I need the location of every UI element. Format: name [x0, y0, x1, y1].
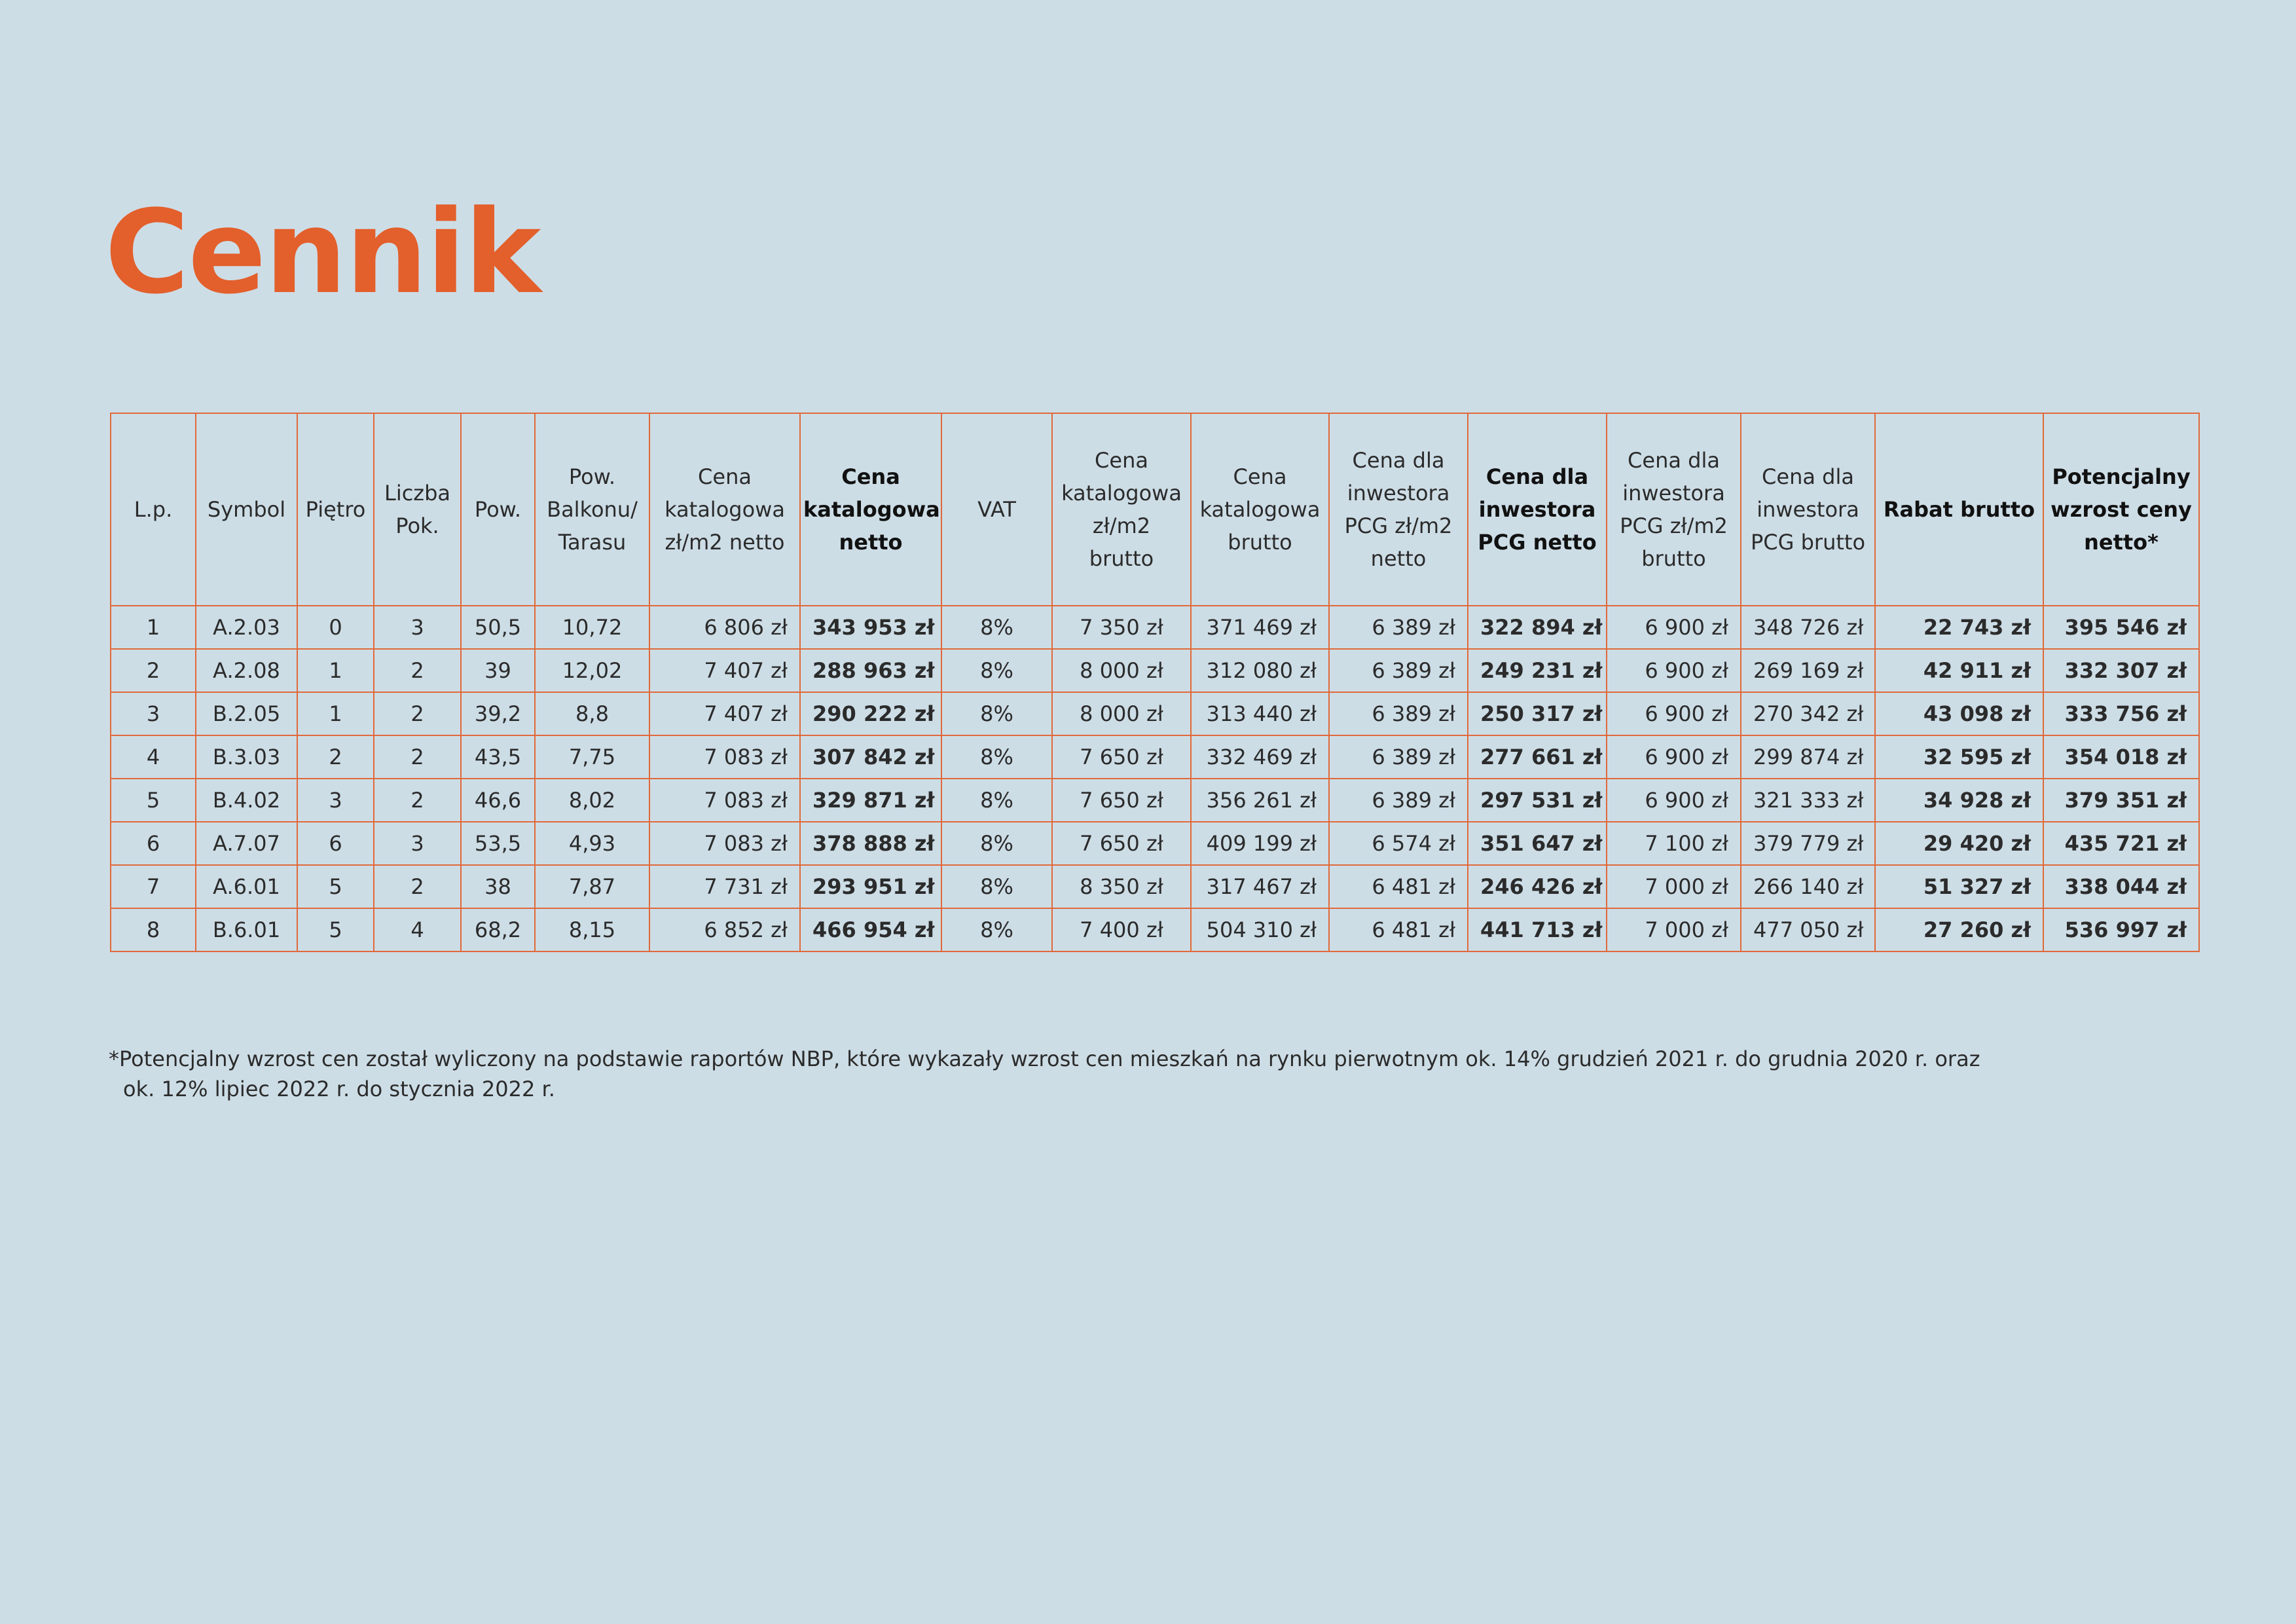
- table-cell-lp: 7: [111, 865, 196, 908]
- table-cell-liczba-pok: 2: [374, 692, 461, 735]
- table-cell-liczba-pok: 2: [374, 779, 461, 822]
- table-cell-cena-inw-m2-brutto: 6 900 zł: [1607, 779, 1741, 822]
- column-header-text: inwestora: [1757, 497, 1859, 522]
- table-cell-rabat-brutto: 29 420 zł: [1875, 822, 2043, 865]
- table-cell-cena-kat-netto: 307 842 zł: [800, 735, 941, 779]
- table-cell-wzrost-ceny: 338 044 zł: [2043, 865, 2199, 908]
- column-header-text: VAT: [977, 497, 1016, 522]
- table-cell-wzrost-ceny: 395 546 zł: [2043, 606, 2199, 649]
- table-cell-cena-inw-m2-brutto: 6 900 zł: [1607, 735, 1741, 779]
- table-cell-cena-inw-brutto: 477 050 zł: [1741, 908, 1875, 951]
- table-cell-liczba-pok: 2: [374, 735, 461, 779]
- column-header-liczba-pok: [374, 413, 461, 606]
- table-row: [111, 692, 2199, 735]
- table-cell-rabat-brutto: 51 327 zł: [1875, 865, 2043, 908]
- table-row: [111, 865, 2199, 908]
- table-cell-pow-balkonu: 7,87: [535, 865, 649, 908]
- column-header-text: zł/m2: [1092, 513, 1151, 538]
- column-header-text: katalogowa: [665, 497, 785, 522]
- column-header-cena-inw-m2-brutto: [1607, 413, 1741, 606]
- column-header-cena-kat-m2-netto: [649, 413, 800, 606]
- column-header-text: PCG zł/m2: [1344, 513, 1453, 538]
- column-header-pietro: [297, 413, 374, 606]
- column-header-text: brutto: [1641, 546, 1706, 571]
- table-cell-wzrost-ceny: 333 756 zł: [2043, 692, 2199, 735]
- table-cell-cena-inw-m2-netto: 6 481 zł: [1329, 908, 1468, 951]
- column-header-pow: [461, 413, 535, 606]
- table-cell-vat: 8%: [941, 692, 1052, 735]
- column-header-text: Cena: [841, 464, 900, 489]
- table-cell-cena-kat-m2-brutto: 7 400 zł: [1052, 908, 1191, 951]
- column-header-text: Liczba: [384, 481, 451, 506]
- table-cell-cena-inw-m2-netto: 6 389 zł: [1329, 779, 1468, 822]
- table-cell-pietro: 1: [297, 692, 374, 735]
- column-header-cena-kat-netto: [800, 413, 941, 606]
- table-cell-cena-inw-m2-netto: 6 389 zł: [1329, 649, 1468, 692]
- table-cell-wzrost-ceny: 332 307 zł: [2043, 649, 2199, 692]
- column-header-text: brutto: [1089, 546, 1154, 571]
- table-cell-lp: 1: [111, 606, 196, 649]
- table-cell-cena-kat-m2-netto: 6 806 zł: [649, 606, 800, 649]
- table-cell-cena-inw-m2-netto: 6 574 zł: [1329, 822, 1468, 865]
- footnote: [109, 1044, 2217, 1104]
- table-cell-vat: 8%: [941, 822, 1052, 865]
- table-cell-cena-inw-m2-brutto: 6 900 zł: [1607, 692, 1741, 735]
- table-cell-pietro: 0: [297, 606, 374, 649]
- table-cell-cena-inw-m2-brutto: 7 100 zł: [1607, 822, 1741, 865]
- table-cell-cena-inw-m2-brutto: 7 000 zł: [1607, 865, 1741, 908]
- table-cell-cena-inw-brutto: 379 779 zł: [1741, 822, 1875, 865]
- table-cell-wzrost-ceny: 354 018 zł: [2043, 735, 2199, 779]
- table-cell-cena-kat-netto: 288 963 zł: [800, 649, 941, 692]
- table-cell-cena-inw-netto: 351 647 zł: [1468, 822, 1607, 865]
- table-cell-vat: 8%: [941, 606, 1052, 649]
- column-header-text: Cena dla: [1485, 464, 1589, 489]
- table-cell-pow: 46,6: [461, 779, 535, 822]
- column-header-text: Tarasu: [558, 530, 627, 555]
- table-cell-pow: 39,2: [461, 692, 535, 735]
- table-cell-lp: 3: [111, 692, 196, 735]
- column-header-text: Cena dla: [1628, 448, 1720, 473]
- table-cell-rabat-brutto: 22 743 zł: [1875, 606, 2043, 649]
- table-cell-cena-kat-m2-brutto: 7 650 zł: [1052, 735, 1191, 779]
- column-header-text: Pow.: [568, 464, 616, 489]
- table-cell-lp: 4: [111, 735, 196, 779]
- column-header-cena-inw-m2-netto: [1329, 413, 1468, 606]
- table-cell-rabat-brutto: 32 595 zł: [1875, 735, 2043, 779]
- table-body: [111, 606, 2199, 951]
- column-header-text: PCG brutto: [1750, 530, 1866, 555]
- table-cell-cena-kat-brutto: 356 261 zł: [1191, 779, 1329, 822]
- column-header-text: L.p.: [134, 497, 173, 522]
- column-header-cena-inw-brutto: [1741, 413, 1875, 606]
- table-cell-liczba-pok: 3: [374, 606, 461, 649]
- table-cell-pietro: 6: [297, 822, 374, 865]
- table-cell-cena-kat-brutto: 312 080 zł: [1191, 649, 1329, 692]
- column-header-lp: [111, 413, 196, 606]
- column-header-text: Cena: [1233, 464, 1287, 489]
- table-cell-cena-kat-m2-netto: 7 731 zł: [649, 865, 800, 908]
- table-cell-cena-kat-brutto: 313 440 zł: [1191, 692, 1329, 735]
- table-cell-rabat-brutto: 27 260 zł: [1875, 908, 2043, 951]
- table-cell-pow-balkonu: 8,8: [535, 692, 649, 735]
- column-header-text: netto*: [2084, 530, 2159, 555]
- price-table: [110, 413, 2200, 952]
- table-row: [111, 908, 2199, 951]
- table-cell-wzrost-ceny: 379 351 zł: [2043, 779, 2199, 822]
- column-header-symbol: [196, 413, 297, 606]
- table-cell-wzrost-ceny: 435 721 zł: [2043, 822, 2199, 865]
- column-header-text: brutto: [1228, 530, 1292, 555]
- table-cell-cena-inw-m2-netto: 6 481 zł: [1329, 865, 1468, 908]
- table-cell-cena-inw-netto: 297 531 zł: [1468, 779, 1607, 822]
- table-cell-cena-kat-m2-netto: 6 852 zł: [649, 908, 800, 951]
- table-cell-symbol: A.2.08: [196, 649, 297, 692]
- table-cell-pow: 50,5: [461, 606, 535, 649]
- table-header-row: [111, 413, 2199, 606]
- table-cell-cena-inw-m2-brutto: 7 000 zł: [1607, 908, 1741, 951]
- table-cell-pow: 39: [461, 649, 535, 692]
- table-cell-cena-inw-netto: 322 894 zł: [1468, 606, 1607, 649]
- column-header-cena-kat-m2-brutto: [1052, 413, 1191, 606]
- table-cell-pow-balkonu: 8,02: [535, 779, 649, 822]
- table-row: [111, 735, 2199, 779]
- table-cell-cena-inw-netto: 249 231 zł: [1468, 649, 1607, 692]
- table-cell-cena-inw-brutto: 299 874 zł: [1741, 735, 1875, 779]
- table-cell-rabat-brutto: 42 911 zł: [1875, 649, 2043, 692]
- footnote-line-1: *Potencjalny wzrost cen został wyliczony na podstawie raportów NBP, które wykazały wzrost cen mieszkań na rynku pierwotnym ok. 14% grudzień 2021 r. do grudnia 2020 r. oraz: [109, 1046, 1980, 1071]
- column-header-text: zł/m2 netto: [665, 530, 785, 555]
- table-cell-cena-inw-m2-netto: 6 389 zł: [1329, 692, 1468, 735]
- column-header-text: Symbol: [207, 497, 286, 522]
- column-header-text: Rabat brutto: [1883, 497, 2035, 522]
- table-cell-pietro: 1: [297, 649, 374, 692]
- table-cell-vat: 8%: [941, 908, 1052, 951]
- column-header-cena-inw-netto: [1468, 413, 1607, 606]
- table-cell-cena-kat-netto: 290 222 zł: [800, 692, 941, 735]
- table-cell-lp: 5: [111, 779, 196, 822]
- table-cell-symbol: B.3.03: [196, 735, 297, 779]
- table-cell-pow-balkonu: 4,93: [535, 822, 649, 865]
- table-cell-vat: 8%: [941, 779, 1052, 822]
- table-cell-cena-kat-m2-netto: 7 407 zł: [649, 649, 800, 692]
- table-cell-liczba-pok: 2: [374, 649, 461, 692]
- column-header-text: wzrost ceny: [2050, 497, 2192, 522]
- table-cell-cena-kat-netto: 466 954 zł: [800, 908, 941, 951]
- table-cell-cena-inw-brutto: 266 140 zł: [1741, 865, 1875, 908]
- table-cell-vat: 8%: [941, 735, 1052, 779]
- column-header-text: PCG netto: [1478, 530, 1597, 555]
- table-cell-pow-balkonu: 12,02: [535, 649, 649, 692]
- table-cell-cena-inw-m2-netto: 6 389 zł: [1329, 606, 1468, 649]
- table-cell-pow: 43,5: [461, 735, 535, 779]
- table-cell-cena-kat-netto: 378 888 zł: [800, 822, 941, 865]
- table-cell-cena-inw-m2-brutto: 6 900 zł: [1607, 606, 1741, 649]
- table-cell-cena-kat-netto: 343 953 zł: [800, 606, 941, 649]
- table-cell-pow-balkonu: 7,75: [535, 735, 649, 779]
- table-cell-cena-inw-netto: 277 661 zł: [1468, 735, 1607, 779]
- column-header-text: Balkonu/: [547, 497, 638, 522]
- column-header-text: Potencjalny: [2052, 464, 2191, 489]
- column-header-text: Cena: [698, 464, 752, 489]
- table-cell-cena-inw-netto: 441 713 zł: [1468, 908, 1607, 951]
- table-cell-cena-kat-brutto: 332 469 zł: [1191, 735, 1329, 779]
- column-header-text: Cena dla: [1352, 448, 1445, 473]
- table-cell-cena-kat-brutto: 409 199 zł: [1191, 822, 1329, 865]
- table-cell-pietro: 3: [297, 779, 374, 822]
- table-row: [111, 606, 2199, 649]
- table-cell-cena-kat-m2-brutto: 7 650 zł: [1052, 779, 1191, 822]
- table-cell-pietro: 5: [297, 865, 374, 908]
- table-cell-cena-inw-brutto: 348 726 zł: [1741, 606, 1875, 649]
- table-cell-vat: 8%: [941, 865, 1052, 908]
- table-cell-liczba-pok: 3: [374, 822, 461, 865]
- column-header-text: Pow.: [474, 497, 522, 522]
- column-header-text: katalogowa: [803, 497, 940, 522]
- table-cell-cena-kat-m2-brutto: 8 000 zł: [1052, 649, 1191, 692]
- table-cell-cena-kat-netto: 329 871 zł: [800, 779, 941, 822]
- table-cell-pow: 53,5: [461, 822, 535, 865]
- column-header-text: netto: [839, 530, 903, 555]
- column-header-text: Pok.: [395, 513, 439, 538]
- table-cell-cena-kat-m2-brutto: 8 000 zł: [1052, 692, 1191, 735]
- table-cell-cena-inw-m2-brutto: 6 900 zł: [1607, 649, 1741, 692]
- table-cell-rabat-brutto: 43 098 zł: [1875, 692, 2043, 735]
- table-cell-symbol: B.4.02: [196, 779, 297, 822]
- table-cell-liczba-pok: 2: [374, 865, 461, 908]
- column-header-text: inwestora: [1347, 481, 1450, 506]
- table-cell-pow-balkonu: 8,15: [535, 908, 649, 951]
- table-cell-cena-inw-brutto: 270 342 zł: [1741, 692, 1875, 735]
- table-row: [111, 822, 2199, 865]
- table-cell-wzrost-ceny: 536 997 zł: [2043, 908, 2199, 951]
- column-header-text: inwestora: [1622, 481, 1725, 506]
- table-cell-pow-balkonu: 10,72: [535, 606, 649, 649]
- table-cell-cena-kat-m2-netto: 7 083 zł: [649, 822, 800, 865]
- table-cell-liczba-pok: 4: [374, 908, 461, 951]
- table-cell-cena-kat-brutto: 317 467 zł: [1191, 865, 1329, 908]
- table-row: [111, 779, 2199, 822]
- column-header-text: Cena: [1095, 448, 1148, 473]
- column-header-text: katalogowa: [1199, 497, 1321, 522]
- column-header-text: netto: [1370, 546, 1427, 571]
- column-header-wzrost-ceny: [2043, 413, 2199, 606]
- column-header-vat: [941, 413, 1052, 606]
- table-cell-cena-kat-m2-brutto: 7 650 zł: [1052, 822, 1191, 865]
- table-cell-cena-inw-brutto: 321 333 zł: [1741, 779, 1875, 822]
- column-header-pow-balkonu: [535, 413, 649, 606]
- table-cell-cena-kat-brutto: 504 310 zł: [1191, 908, 1329, 951]
- table-cell-cena-inw-brutto: 269 169 zł: [1741, 649, 1875, 692]
- table-cell-symbol: A.7.07: [196, 822, 297, 865]
- column-header-cena-kat-brutto: [1191, 413, 1329, 606]
- table-cell-rabat-brutto: 34 928 zł: [1875, 779, 2043, 822]
- table-cell-pietro: 2: [297, 735, 374, 779]
- column-header-text: Piętro: [305, 497, 366, 522]
- column-header-text: katalogowa: [1061, 481, 1182, 506]
- table-cell-pow: 68,2: [461, 908, 535, 951]
- table-cell-symbol: A.6.01: [196, 865, 297, 908]
- table-cell-cena-kat-netto: 293 951 zł: [800, 865, 941, 908]
- footnote-line-2: ok. 12% lipiec 2022 r. do stycznia 2022 r.: [123, 1077, 555, 1101]
- column-header-text: Cena dla: [1762, 464, 1854, 489]
- table-cell-pietro: 5: [297, 908, 374, 951]
- table-cell-lp: 2: [111, 649, 196, 692]
- page-title: Cennik: [105, 185, 540, 320]
- column-header-rabat-brutto: [1875, 413, 2043, 606]
- column-header-text: PCG zł/m2: [1620, 513, 1728, 538]
- table-cell-cena-inw-netto: 246 426 zł: [1468, 865, 1607, 908]
- table-cell-symbol: B.6.01: [196, 908, 297, 951]
- table-cell-cena-inw-m2-netto: 6 389 zł: [1329, 735, 1468, 779]
- table-cell-symbol: B.2.05: [196, 692, 297, 735]
- table-cell-cena-kat-m2-netto: 7 083 zł: [649, 735, 800, 779]
- table-cell-lp: 8: [111, 908, 196, 951]
- table-cell-cena-kat-m2-netto: 7 407 zł: [649, 692, 800, 735]
- table-cell-cena-inw-netto: 250 317 zł: [1468, 692, 1607, 735]
- table-cell-symbol: A.2.03: [196, 606, 297, 649]
- table-cell-pow: 38: [461, 865, 535, 908]
- table-cell-vat: 8%: [941, 649, 1052, 692]
- column-header-text: inwestora: [1478, 497, 1596, 522]
- table-row: [111, 649, 2199, 692]
- table-cell-cena-kat-brutto: 371 469 zł: [1191, 606, 1329, 649]
- table-cell-cena-kat-m2-netto: 7 083 zł: [649, 779, 800, 822]
- table-cell-cena-kat-m2-brutto: 8 350 zł: [1052, 865, 1191, 908]
- table-cell-cena-kat-m2-brutto: 7 350 zł: [1052, 606, 1191, 649]
- table-cell-lp: 6: [111, 822, 196, 865]
